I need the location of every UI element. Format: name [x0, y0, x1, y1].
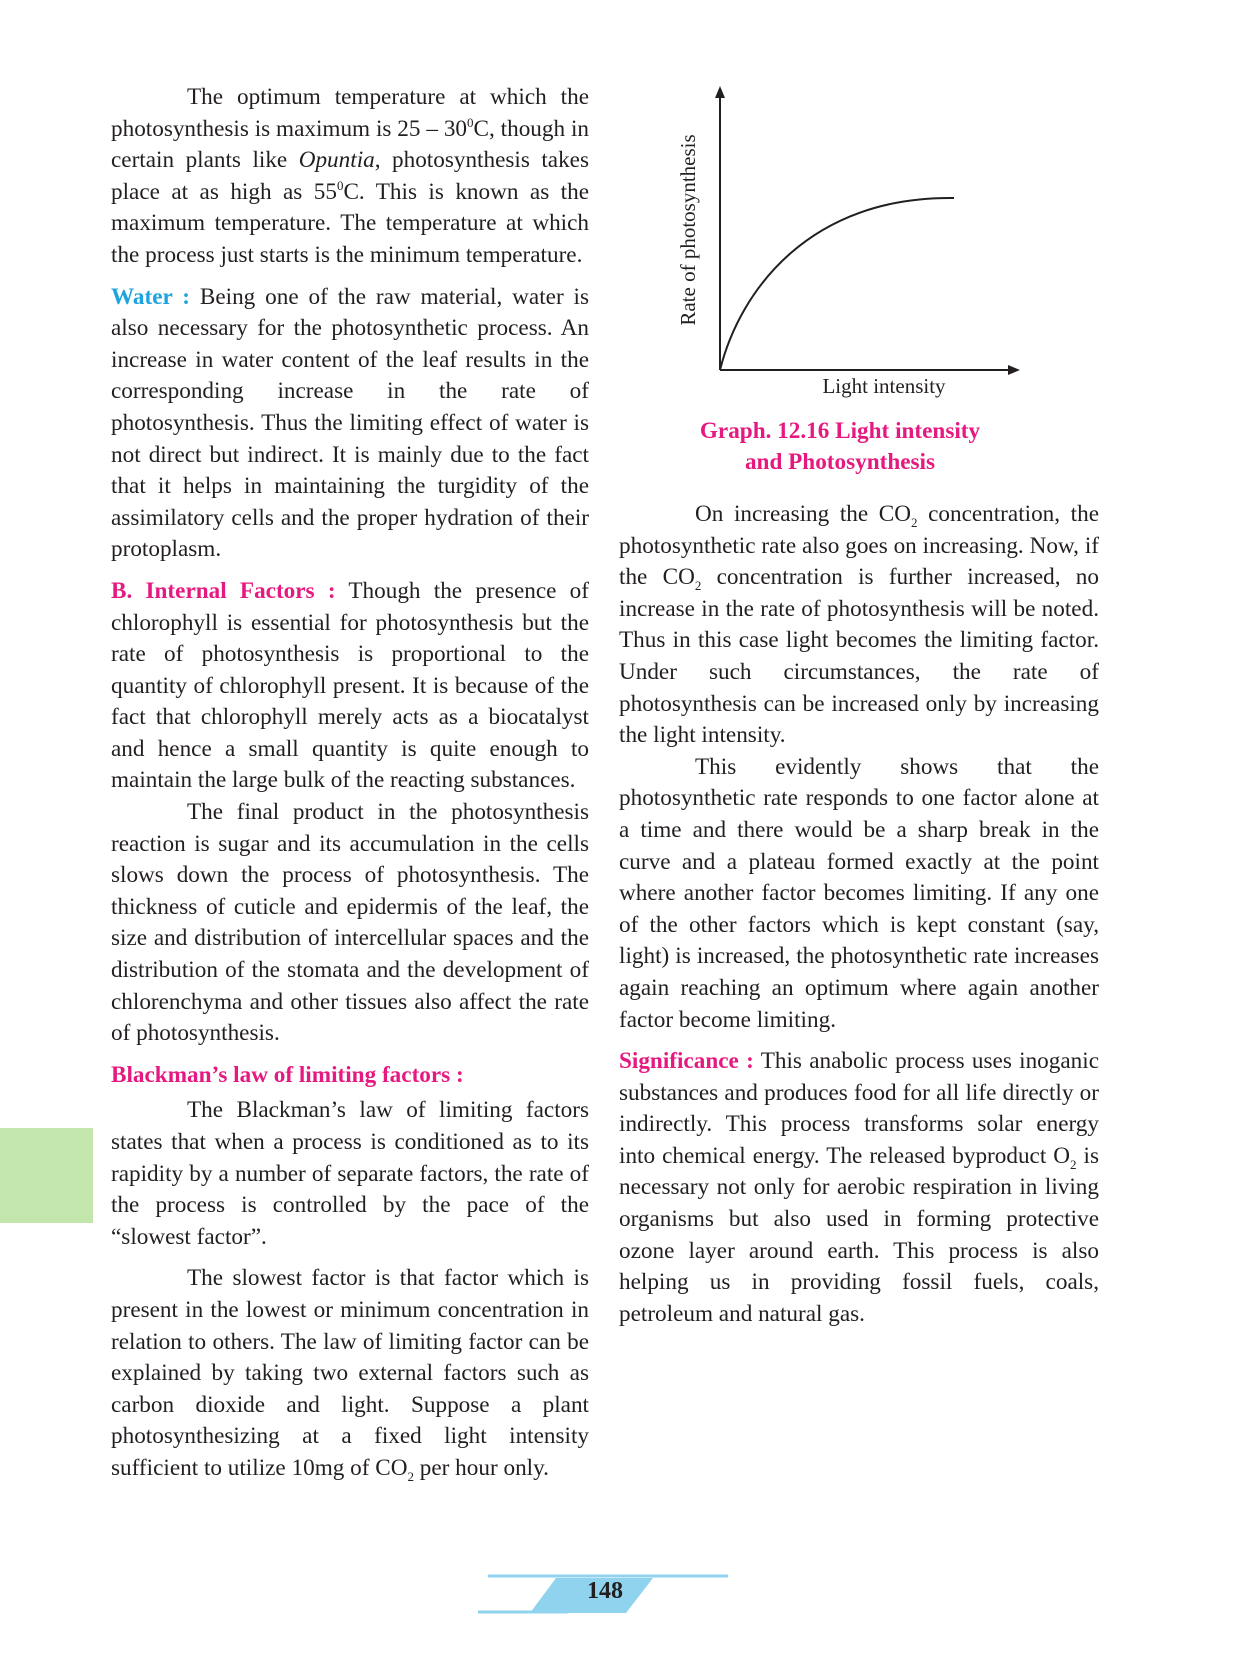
light-intensity-graph [670, 80, 1030, 410]
right-column [619, 499, 1099, 1340]
blackman-heading: Blackman’s law of limiting factors : [111, 1061, 464, 1088]
graph-caption: Graph. 12.16 Light intensity and Photosynthesis [699, 418, 981, 475]
x-axis-label: Light intensity [822, 374, 946, 398]
graph-svg [670, 80, 1030, 410]
temperature-paragraph: The optimum temperature at which the photosynthesis is maximum is $25 - 30^0C$, though in certain plants like Opuntia, photosynthesis takes place at as high as $55^0C$. This is known as the maximum temperature. The temperature at which the process just starts is the minimum temperature. [111, 84, 590, 268]
y-axis-label: Rate of photosynthesis [676, 134, 700, 326]
water-heading: Water : [111, 283, 190, 310]
saturation-curve [720, 198, 954, 370]
internal-factors-paragraph: B. Internal Factors : Though the presence of chlorophyll is essential for photosynthesis but the rate of photosynthesis is proportional to the quantity of chlorophyll present. It is because of the fact that chlorophyll merely acts as a biocatalyst and hence a small quantity is quite enough to maintain the large bulk of the reacting substances. [111, 577, 589, 794]
significance-heading: Significance : [619, 1048, 754, 1075]
significance-paragraph: Significance : This anabolic process uses inoganic substances and produces food for all life directly or indirectly. This process transforms solar energy into chemical energy. The released byproduct $O_2$ is necessary not only for aerobic respiration in living organisms but also used in forming protective ozone layer around earth. This process is also helping us in providing fossil fuels, coals, petroleum and natural gas. [619, 1048, 1099, 1327]
internal-factors-heading: B. Internal Factors : [111, 577, 336, 604]
page-number: 148 [587, 1578, 623, 1604]
left-column [111, 82, 589, 1495]
x-axis-arrow [1008, 365, 1020, 375]
side-color-tab [0, 1128, 93, 1223]
evident-paragraph: This evidently shows that the photosynthetic rate responds to one factor alone at a time and there would be a sharp break in the curve and a plateau formed exactly at the point where another factor becomes limiting. If any one of the other factors which is kept constant (say, light) is increased, the photosynthetic rate increases again reaching an optimum where again another factor become limiting. [619, 753, 1099, 1033]
water-paragraph: Water : Being one of the raw material, water is also necessary for the photosynthetic process. An increase in water content of the leaf results in the corresponding increase in the rate of photosynthesis. Thus the limiting effect of water is not direct but indirect. It is mainly due to the fact that it helps in maintaining the turgidity of the assimilatory cells and the proper hydration of their protoplasm. [111, 283, 590, 563]
final-product-paragraph: The final product in the photosynthesis reaction is sugar and its accumulation in the cells slows down the process of photosynthesis. The thickness of cuticle and epidermis of the leaf, the size and distribution of intercellular spaces and the distribution of the stomata and the development of chlorenchyma and other tissues also affect the rate of photosynthesis. [111, 799, 589, 1047]
blackman-paragraph-2: The slowest factor is that factor which is present in the lowest or minimum concentration in relation to others. The law of limiting factor can be explained by taking two external factors such as carbon dioxide and light. Suppose a plant photosynthesizing at a fixed light intensity sufficient to utilize 10mg of $CO_2$ per hour only. [111, 1265, 589, 1484]
co2-paragraph: On increasing the $CO_2$ concentration, the photosynthetic rate also goes on increasing. Now, if the $CO_2$ concentration is further increased, no increase in the rate of photosynthesis will be noted. Thus in this case light becomes the limiting factor. Under such circumstances, the rate of photosynthesis can be increased only by increasing the light intensity. [619, 501, 1099, 749]
y-axis-arrow [715, 86, 725, 98]
blackman-paragraph-1: The Blackman’s law of limiting factors states that when a process is conditioned as to its rapidity by a number of separate factors, the rate of the process is controlled by the pace of the “slowest factor”. [111, 1097, 589, 1250]
